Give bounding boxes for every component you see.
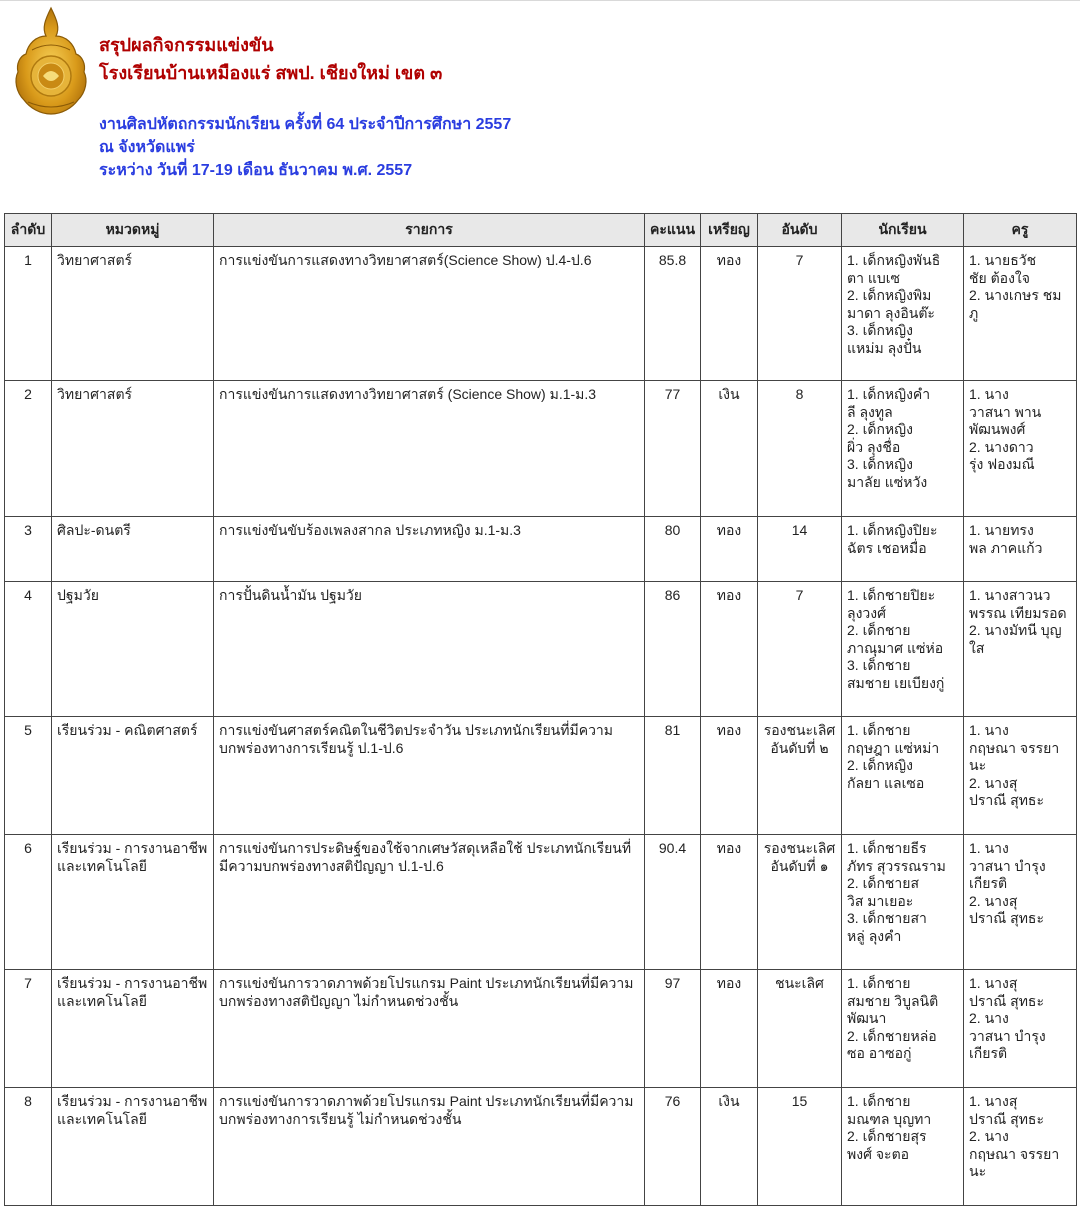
cell-no — [5, 835, 52, 970]
cell-category-text: ปฐมวัย — [57, 587, 99, 603]
cell-teachers — [964, 1088, 1077, 1206]
table-row — [5, 582, 1077, 717]
cell-score — [645, 970, 701, 1088]
cell-category-text: วิทยาศาสตร์ — [57, 386, 133, 402]
cell-students — [842, 247, 964, 381]
table-row — [5, 1088, 1077, 1206]
cell-item-text: การปั้นดินน้ำมัน ปฐมวัย — [219, 587, 363, 603]
cell-teachers — [964, 381, 1077, 517]
cell-teachers — [964, 517, 1077, 582]
cell-item — [214, 517, 645, 582]
cell-no — [5, 247, 52, 381]
cell-no-text: 5 — [24, 722, 32, 738]
cell-no-text: 8 — [24, 1093, 32, 1109]
cell-rank-text: 15 — [791, 1093, 808, 1109]
cell-item — [214, 582, 645, 717]
cell-teachers — [964, 970, 1077, 1088]
cell-category — [52, 381, 214, 517]
cell-score-text: 97 — [664, 975, 681, 991]
cell-no — [5, 970, 52, 1088]
event-dates: ระหว่าง วันที่ 17-19 เดือน ธันวาคม พ.ศ. 2557 — [99, 162, 413, 179]
cell-students-text: 1. เด็กชาย สมชาย วิบูลนิติ พัฒนา 2. เด็กชายหล่อ ซอ อาซอกู่ — [847, 975, 939, 1062]
cell-teachers — [964, 717, 1077, 835]
cell-students-text: 1. เด็กชายปิยะ ลุงวงศ์ 2. เด็กชาย ภาณุมาศ แซ่ห่อ 3. เด็กชาย สมชาย เยเบียงกู่ — [847, 587, 945, 691]
cell-students-text: 1. เด็กชายธีร ภัทร สุวรรณราม 2. เด็กชายส วิส มาเยอะ 3. เด็กชายสา หลู่ ลุงคำ — [847, 840, 946, 944]
cell-category — [52, 582, 214, 717]
cell-teachers-text: 1. นายทรง พล ภาคแก้ว — [969, 522, 1043, 556]
cell-students — [842, 835, 964, 970]
cell-score — [645, 1088, 701, 1206]
cell-students — [842, 582, 964, 717]
cell-teachers — [964, 582, 1077, 717]
cell-medal-text: ทอง — [716, 252, 742, 268]
results-table — [4, 213, 1077, 1206]
cell-medal — [701, 717, 758, 835]
cell-students-text: 1. เด็กชาย มณฑล บุญทา 2. เด็กชายสุร พงศ์ จะตอ — [847, 1093, 932, 1162]
cell-category — [52, 247, 214, 381]
cell-category-text: เรียนร่วม - การงานอาชีพ และเทคโนโลยี — [57, 975, 208, 1009]
cell-no-text: 1 — [24, 252, 32, 268]
cell-category-text: เรียนร่วม - การงานอาชีพ และเทคโนโลยี — [57, 1093, 208, 1127]
cell-score-text: 76 — [664, 1093, 681, 1109]
cell-medal — [701, 247, 758, 381]
cell-category — [52, 835, 214, 970]
cell-item-text: การแข่งขันการวาดภาพด้วยโปรแกรม Paint ประเภทนักเรียนที่มีความบกพร่องทางการเรียนรู้ ไม่กำหนดช่วงชั้น — [219, 1093, 634, 1127]
cell-category-text: ศิลปะ-ดนตรี — [57, 522, 131, 538]
cell-students — [842, 381, 964, 517]
cell-rank — [758, 835, 842, 970]
cell-rank — [758, 517, 842, 582]
cell-category-text: เรียนร่วม - การงานอาชีพ และเทคโนโลยี — [57, 840, 208, 874]
cell-rank-text: ชนะเลิศ — [775, 975, 824, 991]
cell-teachers-text: 1. นาง กฤษณา จรรยา นะ 2. นางสุ ปราณี สุทธะ — [969, 722, 1060, 809]
cell-rank — [758, 582, 842, 717]
table-row — [5, 970, 1077, 1088]
cell-medal-text: ทอง — [716, 587, 742, 603]
cell-medal-text: ทอง — [716, 722, 742, 738]
cell-no — [5, 517, 52, 582]
cell-students — [842, 970, 964, 1088]
cell-students-text: 1. เด็กหญิงปิยะ ฉัตร เชอหมื่อ — [847, 522, 938, 556]
cell-teachers-text: 1. นางสุ ปราณี สุทธะ 2. นาง วาสนา บำรุง เกียรติ — [969, 975, 1046, 1062]
cell-rank-text: 7 — [795, 587, 804, 603]
cell-teachers-text: 1. นางสุ ปราณี สุทธะ 2. นาง กฤษณา จรรยา นะ — [969, 1093, 1060, 1180]
col-header-no: ลำดับ — [5, 214, 52, 247]
cell-medal — [701, 1088, 758, 1206]
col-header-item: รายการ — [214, 214, 645, 247]
cell-medal — [701, 582, 758, 717]
cell-rank-text: 8 — [795, 386, 804, 402]
cell-medal — [701, 970, 758, 1088]
cell-students — [842, 1088, 964, 1206]
cell-item — [214, 717, 645, 835]
cell-students — [842, 517, 964, 582]
cell-teachers-text: 1. นาง วาสนา พาน พัฒนพงศ์ 2. นางดาว รุ่ง ฟองมณี — [969, 386, 1042, 473]
cell-category — [52, 517, 214, 582]
cell-score-text: 81 — [664, 722, 681, 738]
cell-category — [52, 970, 214, 1088]
cell-no-text: 6 — [24, 840, 32, 856]
col-header-teachers: ครู — [964, 214, 1077, 247]
cell-score-text: 77 — [664, 386, 681, 402]
table-row — [5, 381, 1077, 517]
cell-rank-text: รองชนะเลิศ อันดับที่ ๑ — [763, 840, 836, 874]
top-divider — [0, 0, 1080, 1]
cell-medal-text: ทอง — [716, 840, 742, 856]
school-emblem-icon — [12, 6, 90, 116]
cell-no — [5, 381, 52, 517]
table-row — [5, 247, 1077, 381]
cell-item — [214, 247, 645, 381]
event-location: ณ จังหวัดแพร่ — [99, 139, 195, 156]
cell-medal — [701, 517, 758, 582]
event-name: งานศิลปหัตถกรรมนักเรียน ครั้งที่ 64 ประจำปีการศึกษา 2557 — [99, 116, 512, 133]
cell-rank — [758, 381, 842, 517]
cell-score-text: 80 — [664, 522, 681, 538]
cell-no-text: 3 — [24, 522, 32, 538]
cell-medal — [701, 835, 758, 970]
cell-rank — [758, 717, 842, 835]
cell-item — [214, 381, 645, 517]
cell-score — [645, 381, 701, 517]
cell-item-text: การแข่งขันการแสดงทางวิทยาศาสตร์(Science Show) ป.4-ป.6 — [219, 252, 592, 268]
cell-medal-text: เงิน — [718, 386, 740, 402]
cell-item — [214, 1088, 645, 1206]
cell-teachers-text: 1. นาง วาสนา บำรุง เกียรติ 2. นางสุ ปราณี สุทธะ — [969, 840, 1046, 927]
table-row — [5, 835, 1077, 970]
cell-medal-text: ทอง — [716, 975, 742, 991]
cell-rank-text: 7 — [795, 252, 804, 268]
cell-category-text: เรียนร่วม - คณิตศาสตร์ — [57, 722, 198, 738]
cell-category-text: วิทยาศาสตร์ — [57, 252, 133, 268]
cell-no — [5, 582, 52, 717]
cell-teachers-text: 1. นายธวัช ชัย ต้องใจ 2. นางเกษร ชม ภู — [969, 252, 1062, 321]
cell-score-text: 90.4 — [658, 840, 687, 856]
col-header-category: หมวดหมู่ — [52, 214, 214, 247]
cell-medal — [701, 381, 758, 517]
cell-no-text: 2 — [24, 386, 32, 402]
school-name: โรงเรียนบ้านเหมืองแร่ สพป. เชียงใหม่ เขต ๓ — [99, 63, 443, 83]
cell-category — [52, 717, 214, 835]
cell-item-text: การแข่งขันการแสดงทางวิทยาศาสตร์ (Science Show) ม.1-ม.3 — [219, 386, 597, 402]
cell-medal-text: ทอง — [716, 522, 742, 538]
cell-students-text: 1. เด็กหญิงพันธิ ตา แบเซ 2. เด็กหญิงพิม มาดา ลุงอินต๊ะ 3. เด็กหญิง แหม่ม ลุงปั๋น — [847, 252, 941, 356]
cell-item — [214, 835, 645, 970]
cell-score — [645, 517, 701, 582]
table-header-row — [5, 214, 1077, 247]
cell-teachers-text: 1. นางสาวนว พรรณ เทียมรอด 2. นางมัทนี บุญ ใส — [969, 587, 1067, 656]
cell-score — [645, 717, 701, 835]
cell-category — [52, 1088, 214, 1206]
cell-no — [5, 717, 52, 835]
table-row — [5, 717, 1077, 835]
cell-no-text: 7 — [24, 975, 32, 991]
cell-students — [842, 717, 964, 835]
cell-students-text: 1. เด็กชาย กฤษฎา แซ่หม่า 2. เด็กหญิง กัลยา แลเซอ — [847, 722, 940, 791]
col-header-students: นักเรียน — [842, 214, 964, 247]
report-title: สรุปผลกิจกรรมแข่งขัน — [99, 35, 274, 55]
cell-rank — [758, 1088, 842, 1206]
cell-item-text: การแข่งขันการประดิษฐ์ของใช้จากเศษวัสดุเหลือใช้ ประเภทนักเรียนที่มีความบกพร่องทางสติปัญญา ป.1-ป.6 — [219, 840, 632, 874]
cell-score — [645, 835, 701, 970]
col-header-score: คะแนน — [645, 214, 701, 247]
table-row — [5, 517, 1077, 582]
cell-rank — [758, 970, 842, 1088]
cell-no-text: 4 — [24, 587, 32, 603]
cell-item-text: การแข่งขันการวาดภาพด้วยโปรแกรม Paint ประเภทนักเรียนที่มีความบกพร่องทางสติปัญญา ไม่กำหนดช่วงชั้น — [219, 975, 634, 1009]
cell-score — [645, 582, 701, 717]
col-header-rank: อันดับ — [758, 214, 842, 247]
cell-rank-text: รองชนะเลิศ อันดับที่ ๒ — [763, 722, 836, 756]
cell-teachers — [964, 247, 1077, 381]
col-header-medal: เหรียญ — [701, 214, 758, 247]
cell-rank-text: 14 — [791, 522, 808, 538]
cell-item-text: การแข่งขันศาสตร์คณิตในชีวิตประจำวัน ประเภทนักเรียนที่มีความบกพร่องทางการเรียนรู้ ป.1-ป.6 — [219, 722, 614, 756]
cell-score-text: 86 — [664, 587, 681, 603]
cell-rank — [758, 247, 842, 381]
cell-item-text: การแข่งขันขับร้องเพลงสากล ประเภทหญิง ม.1-ม.3 — [219, 522, 521, 538]
cell-medal-text: เงิน — [718, 1093, 740, 1109]
cell-students-text: 1. เด็กหญิงคำ ลี ลุงทูล 2. เด็กหญิง ผิ่ว ลุงชื่อ 3. เด็กหญิง มาลัย แซ่หวัง — [847, 386, 931, 490]
cell-no — [5, 1088, 52, 1206]
cell-score-text: 85.8 — [658, 252, 687, 268]
cell-item — [214, 970, 645, 1088]
cell-teachers — [964, 835, 1077, 970]
cell-score — [645, 247, 701, 381]
